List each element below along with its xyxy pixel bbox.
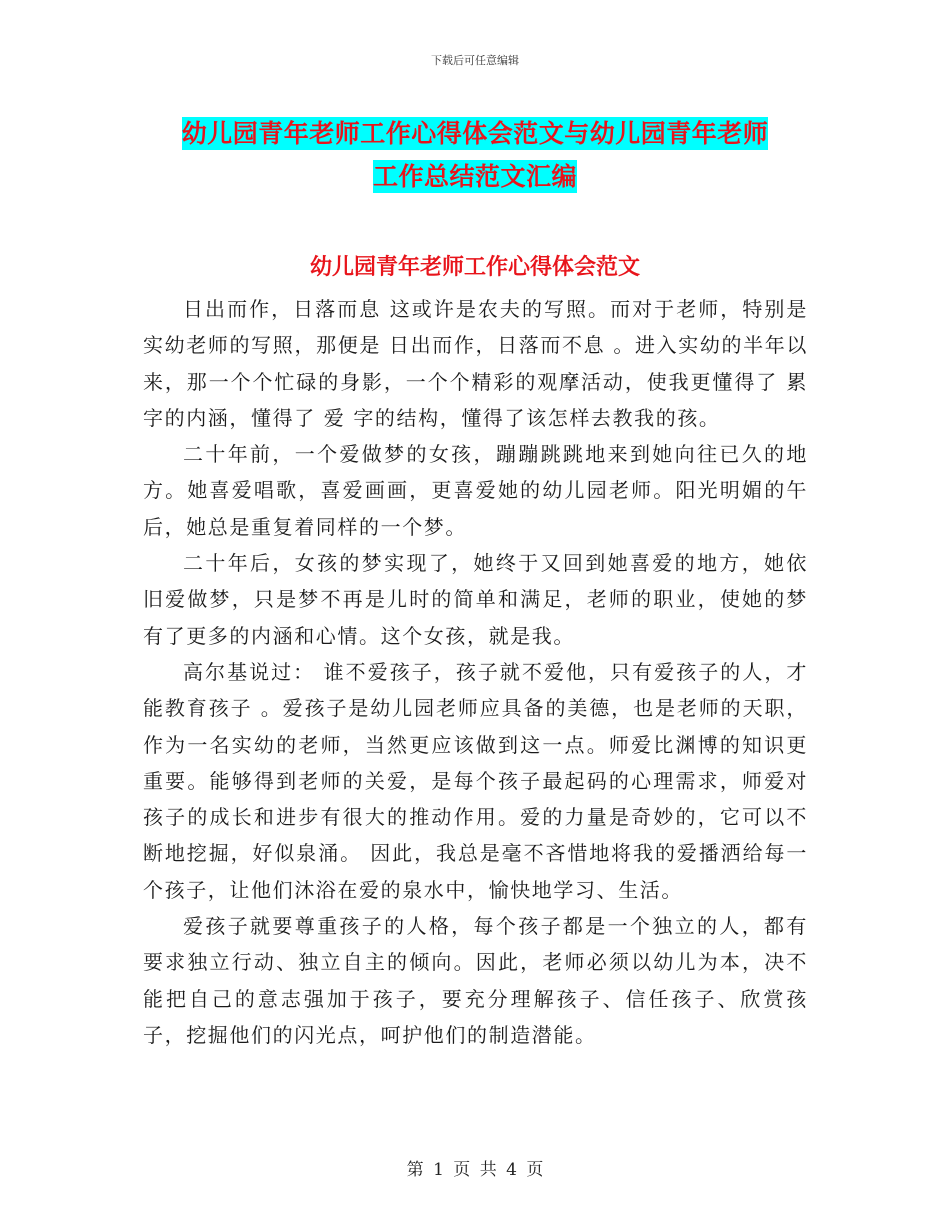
paragraph: 高尔基说过： 谁不爱孩子，孩子就不爱他，只有爱孩子的人，才能教育孩子 。爱孩子是幼儿园老师应具备的美德，也是老师的天职，作为一名实幼的老师，当然更应该做到这一点。师爱比渊博的知识更重要。能够得到老师的关爱，是每个孩子最起码的心理需求，师爱对孩子的成长和进步有很大的推动作用。爱的力量是奇妙的，它可以不断地挖掘，好似泉涌。 因此，我总是毫不吝惜地将我的爱播洒给每一个孩子，让他们沐浴在爱的泉水中，愉快地学习、生活。 [143,659,808,902]
page-header-note: 下载后可任意编辑 [431,54,519,67]
page-footer-number: 第 1 页 共 4 页 [406,1160,544,1180]
document-title-text-2: 工作总结范文汇编 [372,162,577,191]
section-heading: 幼儿园青年老师工作心得体会范文 [309,255,640,280]
paragraph: 二十年前，一个爱做梦的女孩，蹦蹦跳跳地来到她向往已久的地方。她喜爱唱歌，喜爱画画，更喜爱她的幼儿园老师。阳光明媚的午后，她总是重复着同样的一个梦。 [143,442,808,539]
document-title-text-1: 幼儿园青年老师工作心得体会范文与幼儿园青年老师 [181,119,769,148]
article-body [143,291,808,1053]
paragraph: 日出而作，日落而息 这或许是农夫的写照。而对于老师，特别是实幼老师的写照，那便是 日出而作，日落而不息 。进入实幼的半年以来，那一个个忙碌的身影，一个个精彩的观摩活动，使我更懂得了 累 字的内涵，懂得了 爱 字的结构，懂得了该怎样去教我的孩。 [143,297,808,430]
paragraph: 爱孩子就要尊重孩子的人格，每个孩子都是一个独立的人，都有要求独立行动、独立自主的倾向。因此，老师必须以幼儿为本，决不能把自己的意志强加于孩子，要充分理解孩子、信任孩子、欣赏孩子，挖掘他们的闪光点，呵护他们的制造潜能。 [143,914,808,1047]
paragraph: 二十年后，女孩的梦实现了，她终于又回到她喜爱的地方，她依旧爱做梦，只是梦不再是儿时的简单和满足，老师的职业，使她的梦有了更多的内涵和心情。这个女孩，就是我。 [143,551,808,648]
document-title-line-2 [0,157,950,193]
document-title-line-1 [0,114,950,150]
